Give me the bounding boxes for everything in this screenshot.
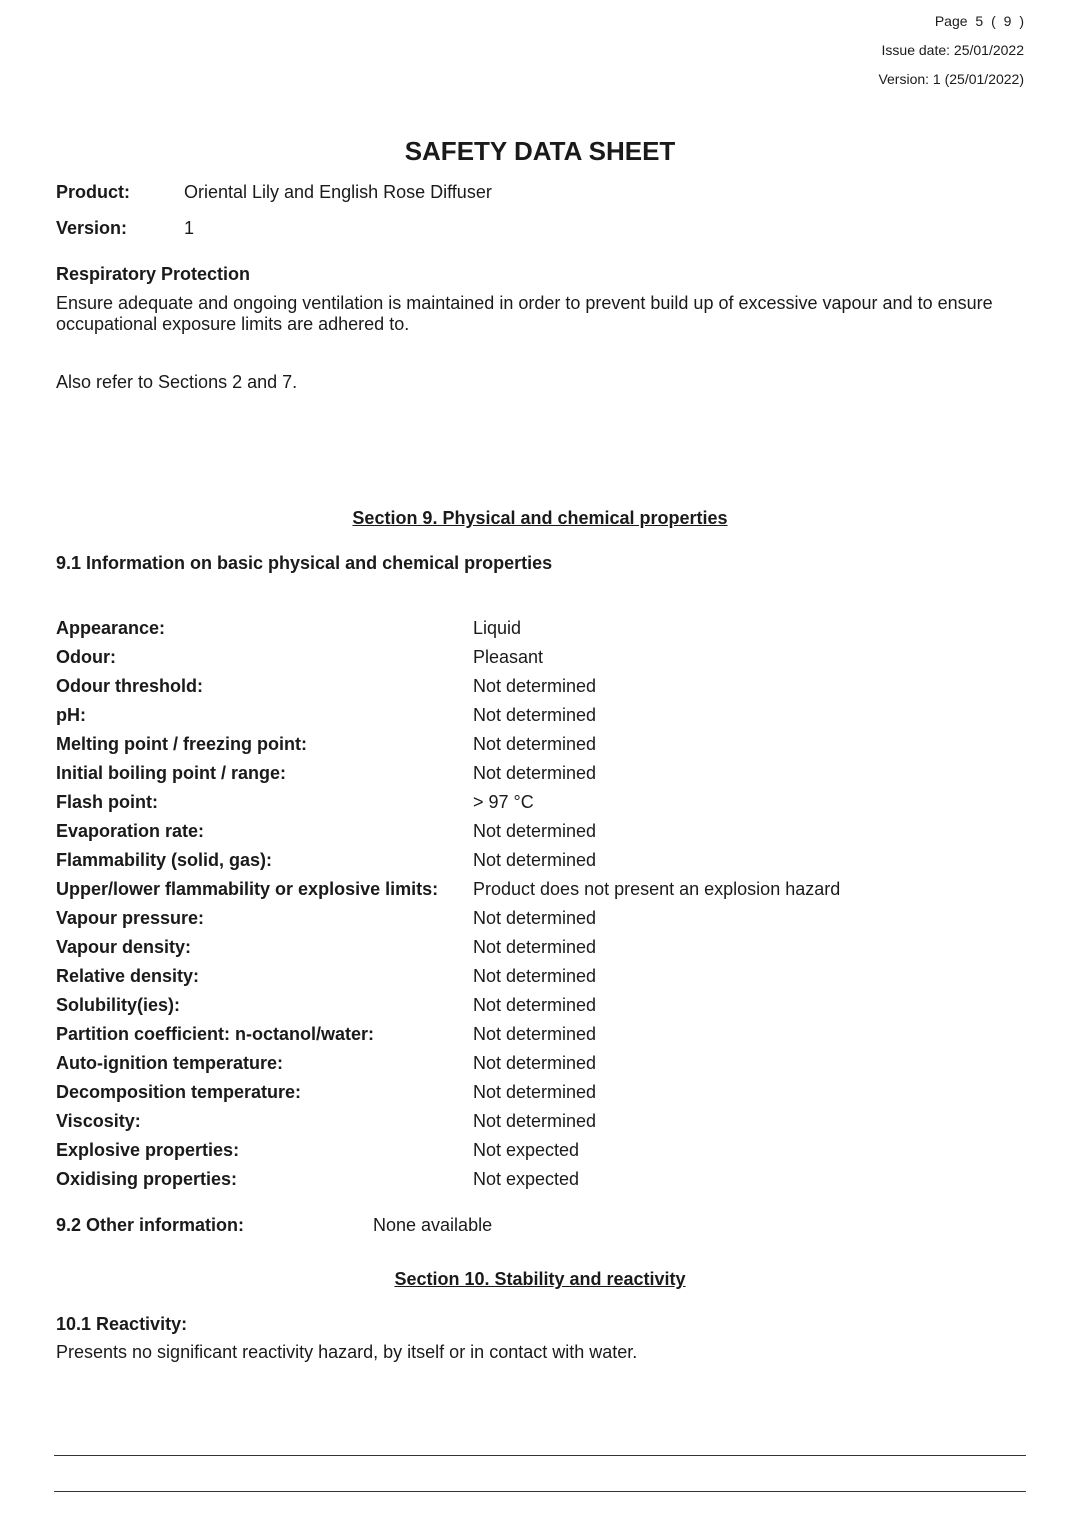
property-value: Not determined — [473, 821, 597, 841]
property-row — [56, 1111, 1024, 1140]
respiratory-heading: Respiratory Protection — [56, 264, 251, 284]
property-label: Melting point / freezing point: — [56, 734, 307, 754]
property-value: Product does not present an explosion hazard — [473, 879, 841, 899]
section-9-title: Section 9. Physical and chemical properties — [352, 508, 728, 528]
property-row — [56, 821, 1024, 850]
property-row — [56, 763, 1024, 792]
property-value: > 97 °C — [473, 792, 534, 812]
property-row — [56, 1082, 1024, 1111]
property-label: pH: — [56, 705, 86, 725]
version-label: Version: — [56, 218, 128, 238]
property-label: Vapour density: — [56, 937, 192, 957]
property-value: Not determined — [473, 1024, 597, 1044]
property-value: Not determined — [473, 908, 597, 928]
property-label: Solubility(ies): — [56, 995, 181, 1015]
property-row — [56, 647, 1024, 676]
property-label: Vapour pressure: — [56, 908, 205, 928]
property-value: Not determined — [473, 734, 597, 754]
product-label: Product: — [56, 182, 130, 202]
property-row — [56, 618, 1024, 647]
property-value: Not determined — [473, 1111, 597, 1131]
property-value: Not expected — [473, 1140, 580, 1160]
property-label: Odour threshold: — [56, 676, 203, 696]
property-label: Initial boiling point / range: — [56, 763, 286, 783]
page-number: Page 5 ( 9 ) — [934, 13, 1024, 29]
property-value: Not determined — [473, 763, 597, 783]
property-value: Not determined — [473, 705, 597, 725]
property-row — [56, 937, 1024, 966]
issue-date: Issue date: 25/01/2022 — [881, 42, 1024, 58]
property-label: Appearance: — [56, 618, 166, 638]
property-row — [56, 676, 1024, 705]
property-row — [56, 705, 1024, 734]
property-label: Oxidising properties: — [56, 1169, 238, 1189]
version-value: 1 — [184, 218, 195, 238]
property-row — [56, 908, 1024, 937]
product-value: Oriental Lily and English Rose Diffuser — [184, 182, 492, 202]
property-row — [56, 1140, 1024, 1169]
respiratory-text — [56, 293, 1024, 335]
property-label: Evaporation rate: — [56, 821, 205, 841]
property-row — [56, 1053, 1024, 1082]
refer-sections: Also refer to Sections 2 and 7. — [56, 372, 298, 392]
property-value: Pleasant — [473, 647, 544, 667]
respiratory-line-1: Ensure adequate and ongoing ventilation is maintained in order to prevent build up of excessive vapour and to ensure — [56, 293, 993, 313]
property-row — [56, 879, 1024, 908]
property-label: Viscosity: — [56, 1111, 141, 1131]
respiratory-line-2: occupational exposure limits are adhered to. — [56, 314, 410, 334]
property-value: Not determined — [473, 1053, 597, 1073]
property-label: Odour: — [56, 647, 116, 667]
property-value: Not expected — [473, 1169, 580, 1189]
property-value: Not determined — [473, 966, 597, 986]
property-value: Not determined — [473, 850, 597, 870]
property-row — [56, 792, 1024, 821]
other-info-label: 9.2 Other information: — [56, 1215, 245, 1235]
property-row — [56, 850, 1024, 879]
property-label: Flammability (solid, gas): — [56, 850, 273, 870]
property-row — [56, 1024, 1024, 1053]
property-row — [56, 995, 1024, 1024]
property-row — [56, 966, 1024, 995]
reactivity-text: Presents no significant reactivity hazard, by itself or in contact with water. — [56, 1342, 638, 1362]
property-label: Flash point: — [56, 792, 158, 812]
document-title: SAFETY DATA SHEET — [404, 136, 676, 166]
property-label: Auto-ignition temperature: — [56, 1053, 283, 1073]
property-label: Upper/lower flammability or explosive limits: — [56, 879, 439, 899]
property-row — [56, 734, 1024, 763]
property-label: Relative density: — [56, 966, 200, 986]
other-info-value: None available — [373, 1215, 493, 1235]
property-row — [56, 1169, 1024, 1198]
footer-rule-bottom — [54, 1491, 1026, 1492]
property-label: Explosive properties: — [56, 1140, 240, 1160]
property-label: Decomposition temperature: — [56, 1082, 302, 1102]
section-9-1-heading: 9.1 Information on basic physical and chemical properties — [56, 553, 553, 573]
reactivity-label: 10.1 Reactivity: — [56, 1314, 188, 1334]
version-date: Version: 1 (25/01/2022) — [878, 71, 1024, 87]
property-value: Not determined — [473, 937, 597, 957]
property-value: Not determined — [473, 1082, 597, 1102]
property-value: Not determined — [473, 676, 597, 696]
footer-rule-top — [54, 1455, 1026, 1456]
property-value: Liquid — [473, 618, 522, 638]
property-label: Partition coefficient: n-octanol/water: — [56, 1024, 375, 1044]
section-10-title: Section 10. Stability and reactivity — [394, 1269, 686, 1289]
property-value: Not determined — [473, 995, 597, 1015]
